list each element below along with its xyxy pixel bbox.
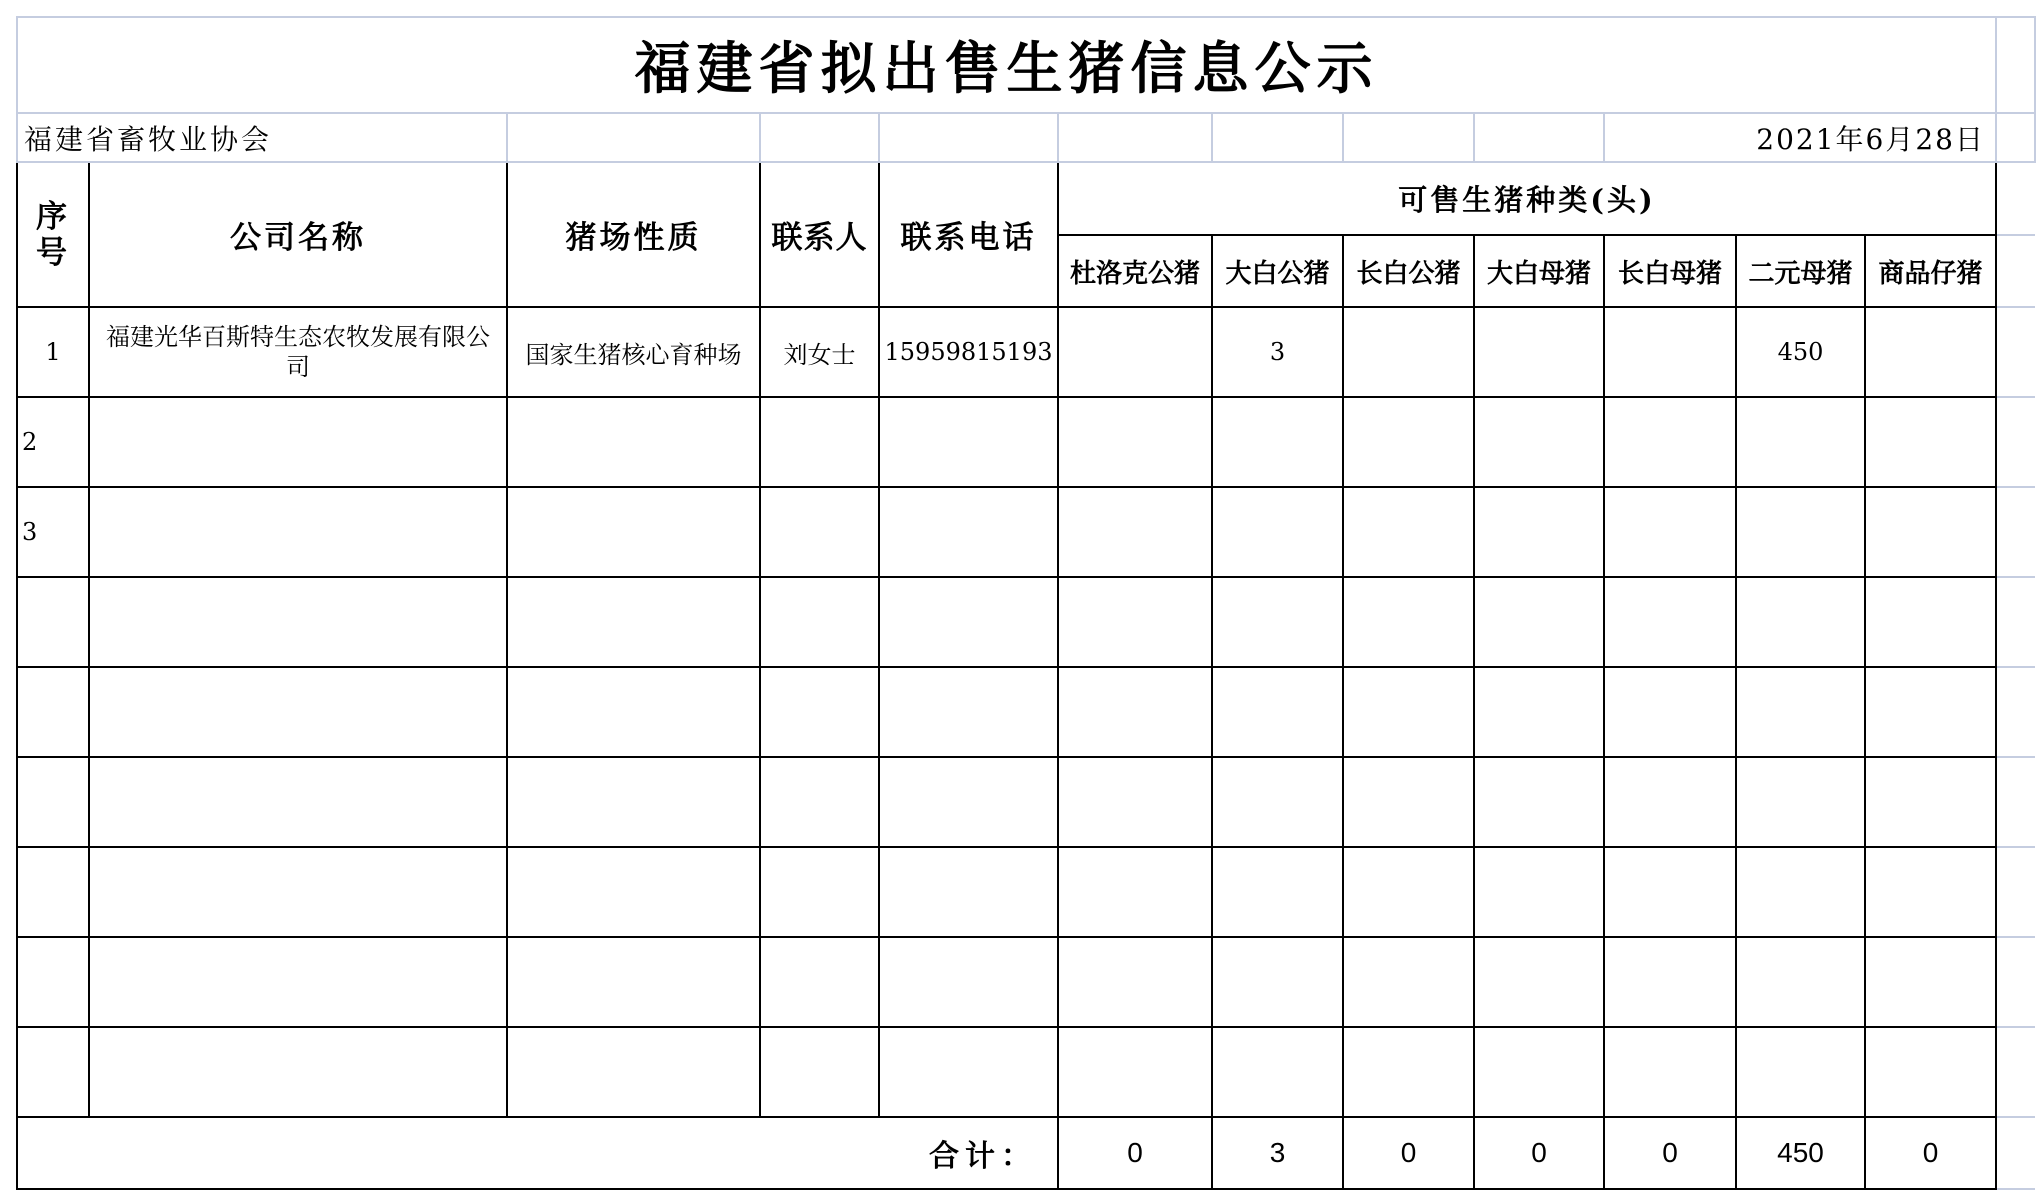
row-count bbox=[1474, 847, 1604, 937]
row-count bbox=[1736, 937, 1865, 1027]
row-phone bbox=[879, 757, 1058, 847]
row-count bbox=[1865, 577, 1996, 667]
row-count bbox=[1058, 847, 1212, 937]
row-farm-type bbox=[507, 847, 760, 937]
row-count bbox=[1474, 667, 1604, 757]
row-count bbox=[1736, 397, 1865, 487]
row-count bbox=[1343, 847, 1474, 937]
total-value: 0 bbox=[1604, 1117, 1736, 1189]
pig-sale-table bbox=[16, 16, 2036, 1190]
row-phone bbox=[879, 577, 1058, 667]
table-row bbox=[17, 307, 2035, 397]
row-count bbox=[1604, 577, 1736, 667]
row-phone bbox=[879, 1027, 1058, 1117]
header-type: 二元母猪 bbox=[1736, 235, 1865, 307]
row-count bbox=[1865, 397, 1996, 487]
row-count bbox=[1474, 1027, 1604, 1117]
row-phone: 15959815193 bbox=[879, 307, 1058, 397]
row-count: 450 bbox=[1736, 307, 1865, 397]
header-type: 长白公猪 bbox=[1343, 235, 1474, 307]
header-type: 商品仔猪 bbox=[1865, 235, 1996, 307]
row-count bbox=[1058, 757, 1212, 847]
row-count bbox=[1058, 1027, 1212, 1117]
total-value: 0 bbox=[1343, 1117, 1474, 1189]
row-count bbox=[1212, 1027, 1343, 1117]
row-count bbox=[1343, 1027, 1474, 1117]
row-count bbox=[1058, 307, 1212, 397]
header-contact: 联系人 bbox=[760, 162, 879, 307]
total-value: 0 bbox=[1474, 1117, 1604, 1189]
row-count bbox=[1058, 577, 1212, 667]
header-company: 公司名称 bbox=[89, 162, 507, 307]
header-phone: 联系电话 bbox=[879, 162, 1058, 307]
row-count bbox=[1058, 937, 1212, 1027]
row-contact bbox=[760, 667, 879, 757]
row-count bbox=[1058, 487, 1212, 577]
row-count bbox=[1865, 307, 1996, 397]
row-farm-type bbox=[507, 667, 760, 757]
header-farm-type: 猪场性质 bbox=[507, 162, 760, 307]
row-count bbox=[1604, 1027, 1736, 1117]
row-company bbox=[89, 847, 507, 937]
row-contact bbox=[760, 577, 879, 667]
row-phone bbox=[879, 847, 1058, 937]
row-count bbox=[1343, 757, 1474, 847]
row-index: 1 bbox=[17, 307, 89, 397]
total-value: 3 bbox=[1212, 1117, 1343, 1189]
table-row bbox=[17, 577, 2035, 667]
row-farm-type bbox=[507, 937, 760, 1027]
header-type: 杜洛克公猪 bbox=[1058, 235, 1212, 307]
header-type: 大白母猪 bbox=[1474, 235, 1604, 307]
row-count bbox=[1865, 847, 1996, 937]
row-count bbox=[1212, 487, 1343, 577]
row-count bbox=[1865, 757, 1996, 847]
table-row bbox=[17, 487, 2035, 577]
row-count bbox=[1212, 667, 1343, 757]
row-index: 3 bbox=[17, 487, 89, 577]
row-count bbox=[1343, 307, 1474, 397]
row-company bbox=[89, 667, 507, 757]
row-index bbox=[17, 937, 89, 1027]
header-group: 可售生猪种类(头) bbox=[1058, 162, 1996, 235]
row-count bbox=[1474, 937, 1604, 1027]
row-count bbox=[1212, 397, 1343, 487]
row-count bbox=[1865, 1027, 1996, 1117]
row-company bbox=[89, 937, 507, 1027]
row-index: 2 bbox=[17, 397, 89, 487]
row-phone bbox=[879, 937, 1058, 1027]
row-index bbox=[17, 847, 89, 937]
row-farm-type bbox=[507, 1027, 760, 1117]
row-contact: 刘女士 bbox=[760, 307, 879, 397]
table-row bbox=[17, 937, 2035, 1027]
header-type: 大白公猪 bbox=[1212, 235, 1343, 307]
row-count bbox=[1604, 937, 1736, 1027]
row-count bbox=[1058, 397, 1212, 487]
row-count bbox=[1604, 757, 1736, 847]
row-company bbox=[89, 577, 507, 667]
row-index bbox=[17, 667, 89, 757]
row-company: 福建光华百斯特生态农牧发展有限公司 bbox=[89, 307, 507, 397]
row-count: 3 bbox=[1212, 307, 1343, 397]
row-company bbox=[89, 757, 507, 847]
header-type: 长白母猪 bbox=[1604, 235, 1736, 307]
row-count bbox=[1343, 937, 1474, 1027]
row-count bbox=[1604, 307, 1736, 397]
row-contact bbox=[760, 487, 879, 577]
row-farm-type bbox=[507, 577, 760, 667]
row-contact bbox=[760, 757, 879, 847]
row-contact bbox=[760, 847, 879, 937]
table-row bbox=[17, 847, 2035, 937]
row-count bbox=[1604, 667, 1736, 757]
date: 2021年6月28日 bbox=[1604, 113, 1996, 162]
row-count bbox=[1865, 937, 1996, 1027]
total-label: 合计： bbox=[17, 1117, 1058, 1189]
row-count bbox=[1736, 667, 1865, 757]
row-count bbox=[1604, 487, 1736, 577]
row-company bbox=[89, 487, 507, 577]
row-count bbox=[1212, 577, 1343, 667]
row-count bbox=[1474, 487, 1604, 577]
row-farm-type bbox=[507, 757, 760, 847]
row-count bbox=[1343, 577, 1474, 667]
row-count bbox=[1736, 847, 1865, 937]
row-contact bbox=[760, 397, 879, 487]
row-count bbox=[1474, 307, 1604, 397]
row-count bbox=[1736, 577, 1865, 667]
row-count bbox=[1865, 667, 1996, 757]
row-count bbox=[1736, 487, 1865, 577]
table-row bbox=[17, 667, 2035, 757]
row-count bbox=[1604, 397, 1736, 487]
row-count bbox=[1474, 397, 1604, 487]
row-index bbox=[17, 1027, 89, 1117]
row-farm-type: 国家生猪核心育种场 bbox=[507, 307, 760, 397]
row-contact bbox=[760, 1027, 879, 1117]
row-company bbox=[89, 1027, 507, 1117]
row-phone bbox=[879, 487, 1058, 577]
total-value: 450 bbox=[1736, 1117, 1865, 1189]
row-phone bbox=[879, 397, 1058, 487]
row-count bbox=[1736, 1027, 1865, 1117]
row-count bbox=[1343, 397, 1474, 487]
row-count bbox=[1212, 937, 1343, 1027]
row-count bbox=[1212, 757, 1343, 847]
row-count bbox=[1058, 667, 1212, 757]
table-row bbox=[17, 757, 2035, 847]
row-index bbox=[17, 577, 89, 667]
organization: 福建省畜牧业协会 bbox=[17, 113, 507, 162]
row-count bbox=[1865, 487, 1996, 577]
row-company bbox=[89, 397, 507, 487]
row-phone bbox=[879, 667, 1058, 757]
row-count bbox=[1604, 847, 1736, 937]
row-count bbox=[1474, 577, 1604, 667]
page-title: 福建省拟出售生猪信息公示 bbox=[17, 17, 1996, 113]
row-count bbox=[1474, 757, 1604, 847]
row-count bbox=[1343, 487, 1474, 577]
row-count bbox=[1212, 847, 1343, 937]
row-contact bbox=[760, 937, 879, 1027]
row-count bbox=[1343, 667, 1474, 757]
total-value: 0 bbox=[1865, 1117, 1996, 1189]
total-value: 0 bbox=[1058, 1117, 1212, 1189]
row-farm-type bbox=[507, 397, 760, 487]
table-row bbox=[17, 397, 2035, 487]
row-farm-type bbox=[507, 487, 760, 577]
table-row bbox=[17, 1027, 2035, 1117]
row-count bbox=[1736, 757, 1865, 847]
header-index: 序号 bbox=[17, 162, 89, 307]
row-index bbox=[17, 757, 89, 847]
